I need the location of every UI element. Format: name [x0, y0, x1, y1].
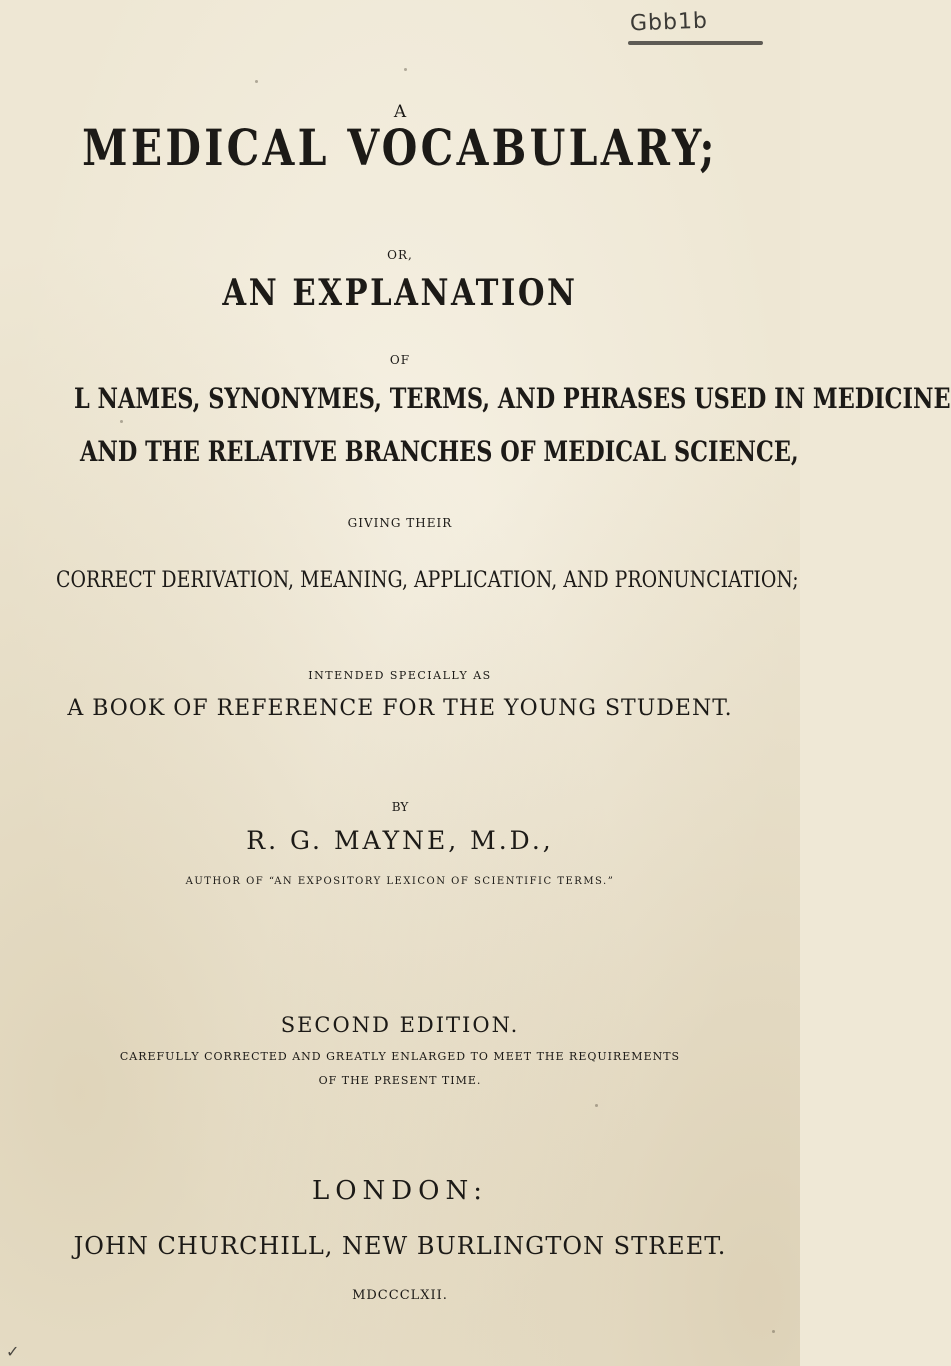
intended-text: INTENDED SPECIALLY AS — [308, 669, 492, 682]
reference-line: A BOOK OF REFERENCE FOR THE YOUNG STUDENT. — [67, 696, 733, 721]
purpose-line: CORRECT DERIVATION, MEANING, APPLICATION, AND PRONUNCIATION; — [56, 568, 799, 593]
of-connector: OF — [389, 353, 411, 367]
shelfmark-underline — [628, 41, 763, 45]
paper-speck — [595, 1104, 598, 1107]
edition-note-line-1: CAREFULLY CORRECTED AND GREATLY ENLARGED TO MEET THE REQUIREMENTS — [119, 1050, 681, 1063]
author-credit: AUTHOR OF “AN EXPOSITORY LEXICON OF SCIENTIFIC TERMS.” — [185, 876, 615, 887]
imprint-publisher: JOHN CHURCHILL, NEW BURLINGTON STREET. — [73, 1232, 727, 1260]
giving-their-text: GIVING THEIR — [347, 516, 453, 530]
description-line-1: L NAMES, SYNONYMES, TERMS, AND PHRASES USED IN MEDICINE — [74, 382, 951, 415]
library-shelfmark: Gbb1b — [629, 8, 709, 37]
title-prefix: A — [393, 102, 407, 122]
paper-speck — [255, 80, 258, 83]
author-name: R. G. MAYNE, M.D., — [246, 826, 554, 855]
edition-note-line-2: OF THE PRESENT TIME. — [318, 1074, 482, 1087]
margin-check-mark: ✓ — [6, 1342, 20, 1361]
or-connector: OR, — [387, 248, 413, 262]
main-title: MEDICAL VOCABULARY; — [82, 118, 718, 177]
subtitle: AN EXPLANATION — [222, 272, 578, 314]
paper-speck — [404, 68, 407, 71]
edition-heading: SECOND EDITION. — [280, 1013, 520, 1037]
imprint-date: MDCCCLXII. — [352, 1288, 448, 1303]
by-text: BY — [391, 800, 409, 814]
imprint-place: LONDON: — [311, 1176, 489, 1206]
paper-speck — [772, 1330, 775, 1333]
description-line-2: AND THE RELATIVE BRANCHES OF MEDICAL SCIENCE, — [80, 435, 799, 468]
paper-speck — [120, 420, 123, 423]
